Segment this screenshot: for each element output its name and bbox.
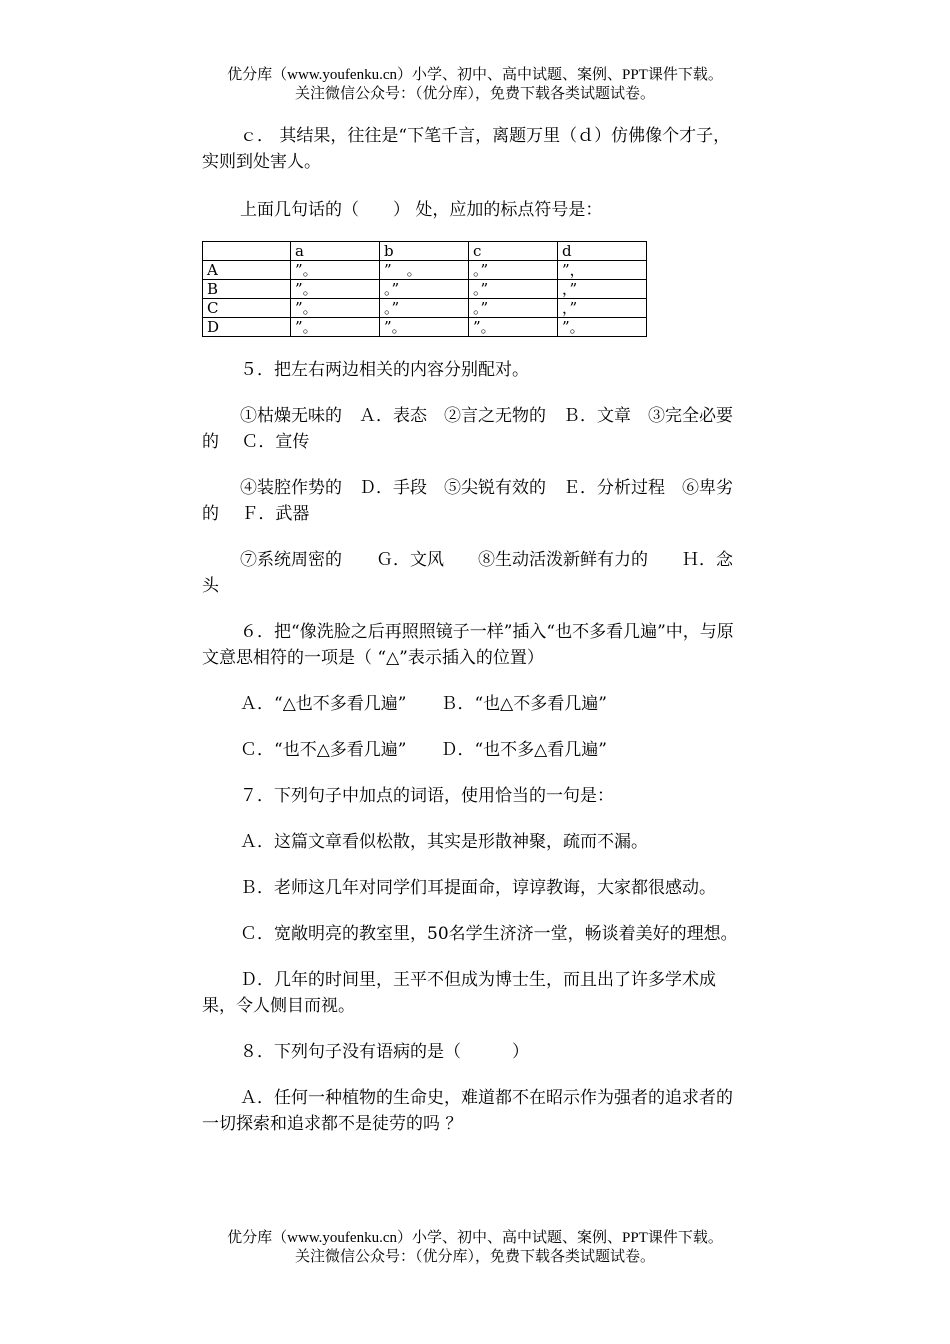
paragraph-c: ｃ． 其结果，往往是“下笔千言，离题万里（ｄ）仿佛像个才子，实则到处害人。	[202, 126, 731, 172]
table-cell: ”。	[469, 318, 558, 337]
table-cell: ，”	[558, 299, 647, 318]
table-cell: A	[203, 261, 291, 280]
table-cell	[203, 242, 291, 261]
table-row	[203, 299, 647, 318]
question-6: ６．把“像洗脸之后再照照镜子一样”插入“也不多看几遍”中，与原文意思相符的一项是（ “△”表示插入的位置）	[202, 622, 734, 668]
table-cell: ”。	[380, 318, 469, 337]
question-8-option-a: Ａ．任何一种植物的生命史，难道都不在昭示作为强者的追求者的一切探索和追求都不是徒劳的吗 ？	[202, 1088, 733, 1134]
question-5-pairs-3: ⑦系统周密的 Ｇ．文风 ⑧生动活泼新鲜有力的 Ｈ．念头	[202, 550, 733, 596]
table-cell: ”。	[291, 318, 380, 337]
table-cell: ”。	[291, 280, 380, 299]
footer-line-2: 关注微信公众号：（优分库），免费下载各类试题试卷。	[294, 1249, 655, 1265]
table-cell: 。”	[380, 280, 469, 299]
table-cell: 。”	[469, 280, 558, 299]
table-cell: a	[291, 242, 380, 261]
table-cell: ”，	[558, 261, 647, 280]
document-body	[202, 123, 747, 1157]
table-cell: b	[380, 242, 469, 261]
table-cell: B	[203, 280, 291, 299]
question-7-option-c: Ｃ．宽敞明亮的教室里，50名学生济济一堂，畅谈着美好的理想。	[240, 924, 738, 944]
table-cell: ”。	[291, 261, 380, 280]
punctuation-prompt: 上面几句话的（ ） 处，应加的标点符号是：	[240, 200, 603, 220]
header-line-2: 关注微信公众号：（优分库），免费下载各类试题试卷。	[294, 86, 655, 102]
table-cell: ” 。	[380, 261, 469, 280]
question-7: ７．下列句子中加点的词语，使用恰当的一句是：	[240, 786, 614, 806]
question-5-pairs-1: ①枯燥无味的 Ａ．表态 ②言之无物的 Ｂ．文章 ③完全必要的 Ｃ．宣传	[202, 406, 733, 452]
table-row	[203, 280, 647, 299]
table-row	[203, 318, 647, 337]
question-5-pairs-2: ④装腔作势的 Ｄ．手段 ⑤尖锐有效的 Ｅ．分析过程 ⑥卑劣的 Ｆ．武器	[202, 478, 733, 524]
question-7-option-a: Ａ．这篇文章看似松散，其实是形散神聚，疏而不漏。	[240, 832, 648, 852]
question-6-options-cd: Ｃ．“也不△多看几遍” Ｄ．“也不多△看几遍”	[240, 740, 607, 760]
table-cell: d	[558, 242, 647, 261]
question-5: ５．把左右两边相关的内容分别配对。	[240, 360, 529, 380]
question-6-options-ab: Ａ．“△也不多看几遍” Ｂ．“也△不多看几遍”	[240, 694, 607, 714]
punctuation-options-table	[202, 241, 647, 337]
table-header-row	[203, 242, 647, 261]
table-cell: c	[469, 242, 558, 261]
table-row	[203, 261, 647, 280]
table-cell: C	[203, 299, 291, 318]
table-cell: 。”	[469, 299, 558, 318]
table-cell: ”。	[558, 318, 647, 337]
page-header	[0, 66, 950, 104]
page-footer	[0, 1229, 950, 1267]
header-line-1: 优分库（www.youfenku.cn）小学、初中、高中试题、案例、PPT课件下载。	[227, 67, 723, 83]
question-7-option-b: Ｂ．老师这几年对同学们耳提面命，谆谆教诲，大家都很感动。	[240, 878, 716, 898]
question-7-option-d: Ｄ．几年的时间里，王平不但成为博士生，而且出了许多学术成果，令人侧目而视。	[202, 970, 716, 1016]
table-cell: ”。	[291, 299, 380, 318]
table-cell: 。”	[469, 261, 558, 280]
footer-line-1: 优分库（www.youfenku.cn）小学、初中、高中试题、案例、PPT课件下载。	[227, 1230, 723, 1246]
question-8: ８．下列句子没有语病的是（ ）	[240, 1042, 529, 1062]
table-cell: ，”	[558, 280, 647, 299]
table-cell: 。”	[380, 299, 469, 318]
table-cell: D	[203, 318, 291, 337]
